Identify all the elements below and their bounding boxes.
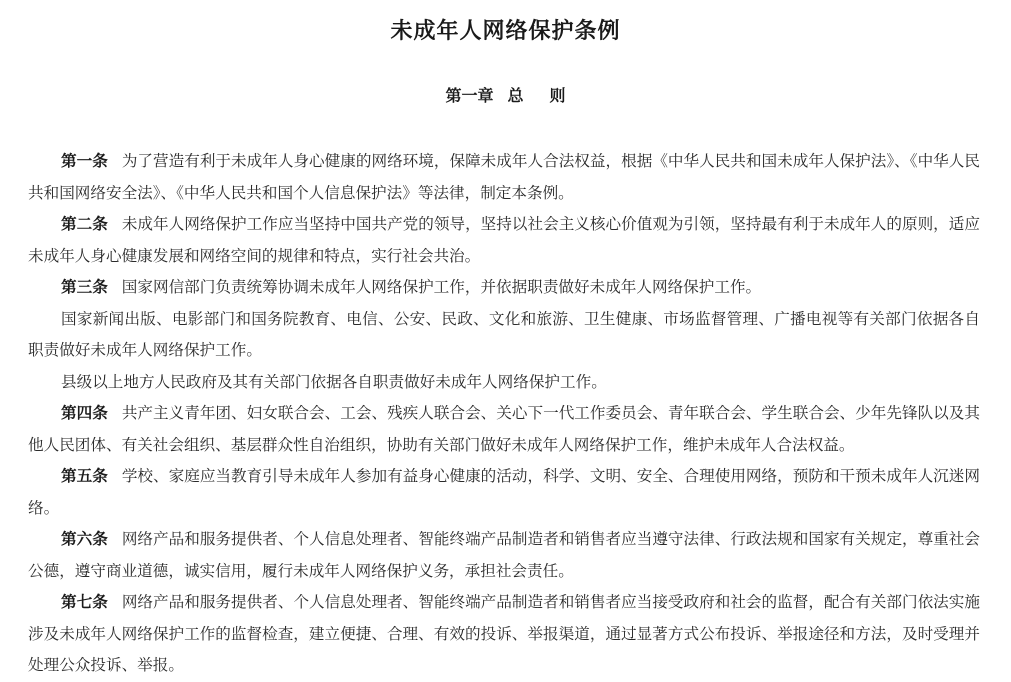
article-paragraph — [28, 304, 980, 367]
article-text: 为了营造有利于未成年人身心健康的网络环境，保障未成年人合法权益，根据《中华人民共和国未成年人保护法》、《中华人民共和国网络安全法》、《中华人民共和国个人信息保护法》等法律，制定本条例。 — [28, 152, 980, 202]
article-number: 第二条 — [61, 215, 108, 233]
article-number: 第四条 — [61, 404, 108, 422]
article-text: 县级以上地方人民政府及其有关部门依据各自职责做好未成年人网络保护工作。 — [61, 372, 607, 391]
article-text: 国家网信部门负责统筹协调未成年人网络保护工作，并依据职责做好未成年人网络保护工作。 — [121, 278, 762, 296]
chapter-number: 第一章 — [445, 86, 494, 105]
article-number: 第五条 — [61, 467, 108, 485]
article-text: 国家新闻出版、电影部门和国务院教育、电信、公安、民政、文化和旅游、卫生健康、市场监督管理、广播电视等有关部门依据各自职责做好未成年人网络保护工作。 — [28, 309, 980, 359]
chapter-name-part-2: 则 — [549, 86, 566, 105]
article-paragraph — [28, 272, 980, 304]
article-paragraph — [28, 461, 980, 524]
article-paragraph — [28, 367, 980, 399]
article-text: 网络产品和服务提供者、个人信息处理者、智能终端产品制造者和销售者应当接受政府和社会的监督，配合有关部门依法实施涉及未成年人网络保护工作的监督检查，建立便捷、合理、有效的投诉、举报渠道，通过显著方式公布投诉、举报途径和方法，及时受理并处理公众投诉、举报。 — [28, 593, 980, 674]
document-title: 未成年人网络保护条例 — [390, 19, 621, 44]
article-number: 第六条 — [61, 530, 108, 548]
article-paragraph — [28, 209, 980, 272]
article-paragraph — [28, 524, 980, 587]
article-paragraph — [28, 398, 980, 461]
article-text: 共产主义青年团、妇女联合会、工会、残疾人联合会、关心下一代工作委员会、青年联合会、学生联合会、少年先锋队以及其他人民团体、有关社会组织、基层群众性自治组织，协助有关部门做好未成年人网络保护工作，维护未成年人合法权益。 — [28, 404, 980, 454]
article-body — [28, 146, 980, 682]
article-paragraph — [28, 146, 980, 209]
article-number: 第三条 — [61, 278, 108, 296]
article-text: 学校、家庭应当教育引导未成年人参加有益身心健康的活动，科学、文明、安全、合理使用网络，预防和干预未成年人沉迷网络。 — [28, 467, 980, 517]
chapter-heading — [0, 82, 1011, 110]
article-paragraph — [28, 587, 980, 682]
article-number: 第七条 — [61, 593, 108, 611]
article-number: 第一条 — [61, 152, 108, 170]
article-text: 网络产品和服务提供者、个人信息处理者、智能终端产品制造者和销售者应当遵守法律、行政法规和国家有关规定，尊重社会公德，遵守商业道德，诚实信用，履行未成年人网络保护义务，承担社会责任。 — [28, 530, 980, 580]
article-text: 未成年人网络保护工作应当坚持中国共产党的领导，坚持以社会主义核心价值观为引领，坚持最有利于未成年人的原则，适应未成年人身心健康发展和网络空间的规律和特点，实行社会共治。 — [28, 215, 980, 265]
chapter-name-part-1: 总 — [507, 86, 524, 105]
